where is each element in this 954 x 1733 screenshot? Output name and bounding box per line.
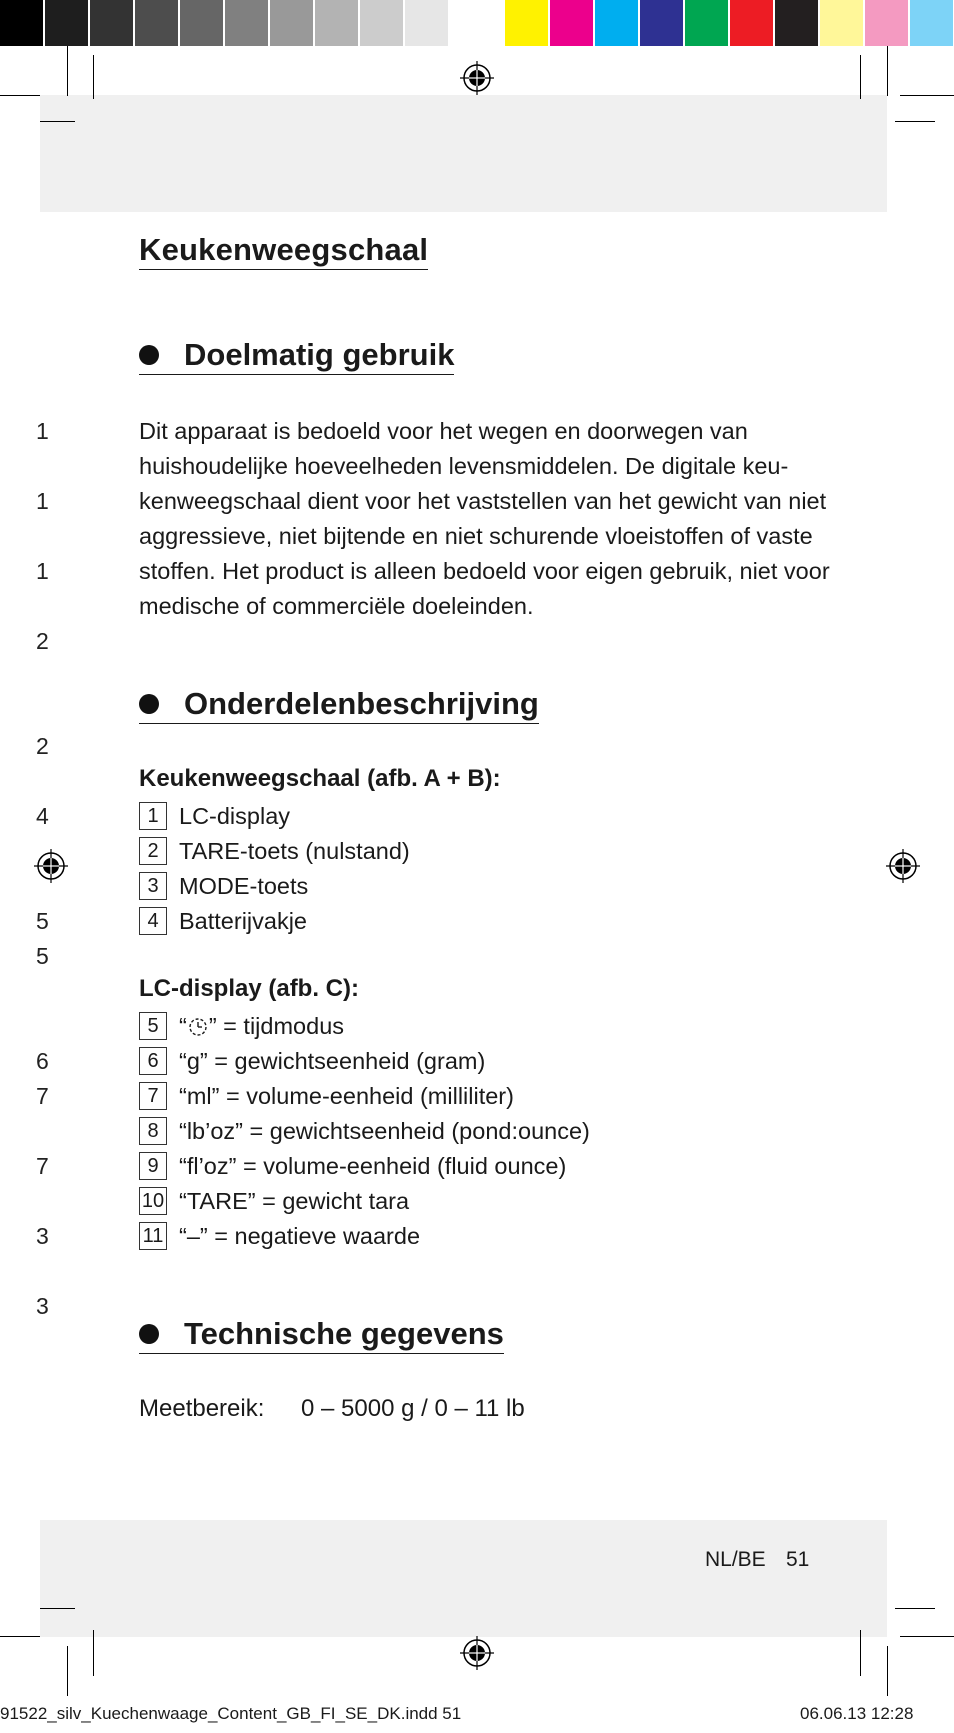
item-label: “lb’oz” = gewichtseenheid (pond:ounce) (179, 1117, 590, 1144)
item-number: 9 (139, 1152, 167, 1180)
list-item (139, 869, 308, 903)
spec-value: 0 – 5000 g / 0 – 11 lb (301, 1395, 525, 1422)
margin-number: 2 (36, 733, 49, 759)
section-heading-onderdelen (139, 686, 539, 724)
color-swatch (910, 0, 954, 46)
item-number: 8 (139, 1117, 167, 1145)
bullet-icon (139, 694, 159, 714)
gray-swatch (315, 0, 360, 46)
bottom-panel (40, 1520, 887, 1637)
list-item (139, 799, 290, 833)
crop-mark (40, 121, 75, 122)
bullet-icon (139, 345, 159, 365)
crop-mark (887, 46, 888, 96)
item-label: “–” = negatieve waarde (179, 1222, 421, 1249)
color-swatch (595, 0, 640, 46)
section-heading-text: Doelmatig gebruik (184, 337, 455, 372)
clock-icon (187, 1015, 209, 1037)
item-number: 2 (139, 837, 167, 865)
crop-mark (40, 1608, 75, 1609)
gray-swatch (90, 0, 135, 46)
margin-number: 7 (36, 1083, 49, 1109)
item-label: “g” = gewichtseenheid (gram) (179, 1047, 486, 1074)
item-number: 11 (139, 1222, 167, 1250)
item-number: 4 (139, 907, 167, 935)
color-bar-gap (495, 0, 505, 46)
margin-number: 1 (36, 488, 49, 514)
list-item (139, 904, 307, 938)
list-item (139, 1184, 409, 1218)
item-number: 1 (139, 802, 167, 830)
registration-mark-icon (886, 849, 920, 883)
page-number: 51 (786, 1548, 810, 1571)
margin-number: 1 (36, 558, 49, 584)
crop-mark (887, 1646, 888, 1696)
gray-swatch (450, 0, 495, 46)
color-swatch (685, 0, 730, 46)
crop-mark (895, 1608, 935, 1609)
item-label: TARE-toets (nulstand) (179, 837, 410, 864)
list-item (139, 1219, 420, 1253)
margin-number: 2 (36, 628, 49, 654)
item-number: 10 (139, 1187, 167, 1215)
item-number: 5 (139, 1012, 167, 1040)
margin-number: 7 (36, 1153, 49, 1179)
crop-mark (860, 55, 861, 99)
crop-mark (67, 46, 68, 96)
gray-swatch (225, 0, 270, 46)
margin-number: 1 (36, 418, 49, 444)
footer-language: NL/BE (705, 1548, 766, 1571)
item-number: 7 (139, 1082, 167, 1110)
crop-mark (0, 95, 40, 96)
crop-mark (93, 55, 94, 99)
list-item (139, 1044, 485, 1078)
item-label: LC-display (179, 802, 291, 829)
gray-swatch (360, 0, 405, 46)
crop-mark (67, 1646, 68, 1696)
item-label: “ml” = volume-eenheid (milliliter) (179, 1082, 514, 1109)
color-swatch (730, 0, 775, 46)
top-panel (40, 95, 887, 212)
color-swatch (865, 0, 910, 46)
registration-mark-icon (460, 61, 494, 95)
margin-number: 5 (36, 908, 49, 934)
color-swatch (820, 0, 865, 46)
crop-mark (895, 121, 935, 122)
color-swatches (505, 0, 954, 46)
item-label: “TARE” = gewicht tara (179, 1187, 410, 1214)
crop-mark (860, 1630, 861, 1676)
item-label: MODE-toets (179, 872, 309, 899)
display-subheading: LC-display (afb. C): (139, 975, 359, 1002)
item-label-text: ” = tijdmodus (208, 1012, 345, 1039)
spec-row (139, 1395, 525, 1423)
item-label: “fl’oz” = volume-eenheid (fluid ounce) (179, 1152, 567, 1179)
gray-swatch (405, 0, 450, 46)
list-item (139, 1114, 590, 1148)
gray-swatch (0, 0, 45, 46)
slug-filename: 91522_silv_Kuechenwaage_Content_GB_FI_SE_DK.indd 51 (0, 1704, 462, 1723)
item-label: Batterijvakje (179, 907, 307, 934)
list-item (139, 834, 410, 868)
page-title: Keukenweegschaal (139, 232, 428, 270)
section-heading-text: Onderdelenbeschrijving (184, 686, 539, 721)
section-heading-doelmatig (139, 337, 454, 375)
gray-swatch (270, 0, 315, 46)
color-swatch (640, 0, 685, 46)
registration-mark-icon (460, 1636, 494, 1670)
margin-number: 5 (36, 943, 49, 969)
crop-mark (900, 95, 954, 96)
item-label (179, 1013, 344, 1040)
gray-swatch (135, 0, 180, 46)
list-item (139, 1079, 514, 1113)
color-swatch (505, 0, 550, 46)
quote-open: “ (179, 1012, 187, 1039)
section-heading-text: Technische gegevens (184, 1316, 504, 1351)
crop-mark (0, 1636, 40, 1637)
margin-number: 3 (36, 1293, 49, 1319)
registration-mark-icon (34, 849, 68, 883)
print-color-bar (0, 0, 954, 46)
spec-label: Meetbereik: (139, 1395, 265, 1422)
color-swatch (775, 0, 820, 46)
bullet-icon (139, 1324, 159, 1344)
list-item (139, 1149, 566, 1183)
slug-datetime: 06.06.13 12:28 (800, 1704, 914, 1723)
color-swatch (550, 0, 595, 46)
scale-subheading: Keukenweegschaal (afb. A + B): (139, 765, 501, 792)
crop-mark (93, 1630, 94, 1676)
list-item (139, 1009, 344, 1043)
gray-swatch (45, 0, 90, 46)
intro-paragraph: Dit apparaat is bedoeld voor het wegen en doorwegen van huishoudelijke hoeveelheden levensmiddelen. De digitale keu-kenweegschaal dient voor het vaststellen van het gewicht van niet aggressieve, niet bijtende en niet schurende vloeistoffen of vaste stoffen. Het product is alleen bedoeld voor eigen gebruik, niet voor medische of commerciële doeleinden. (139, 418, 830, 619)
margin-number: 4 (36, 803, 49, 829)
item-number: 6 (139, 1047, 167, 1075)
gray-swatches (0, 0, 495, 46)
item-number: 3 (139, 872, 167, 900)
gray-swatch (180, 0, 225, 46)
section-heading-technisch (139, 1316, 504, 1354)
crop-mark (900, 1636, 954, 1637)
margin-number: 3 (36, 1223, 49, 1249)
margin-number: 6 (36, 1048, 49, 1074)
